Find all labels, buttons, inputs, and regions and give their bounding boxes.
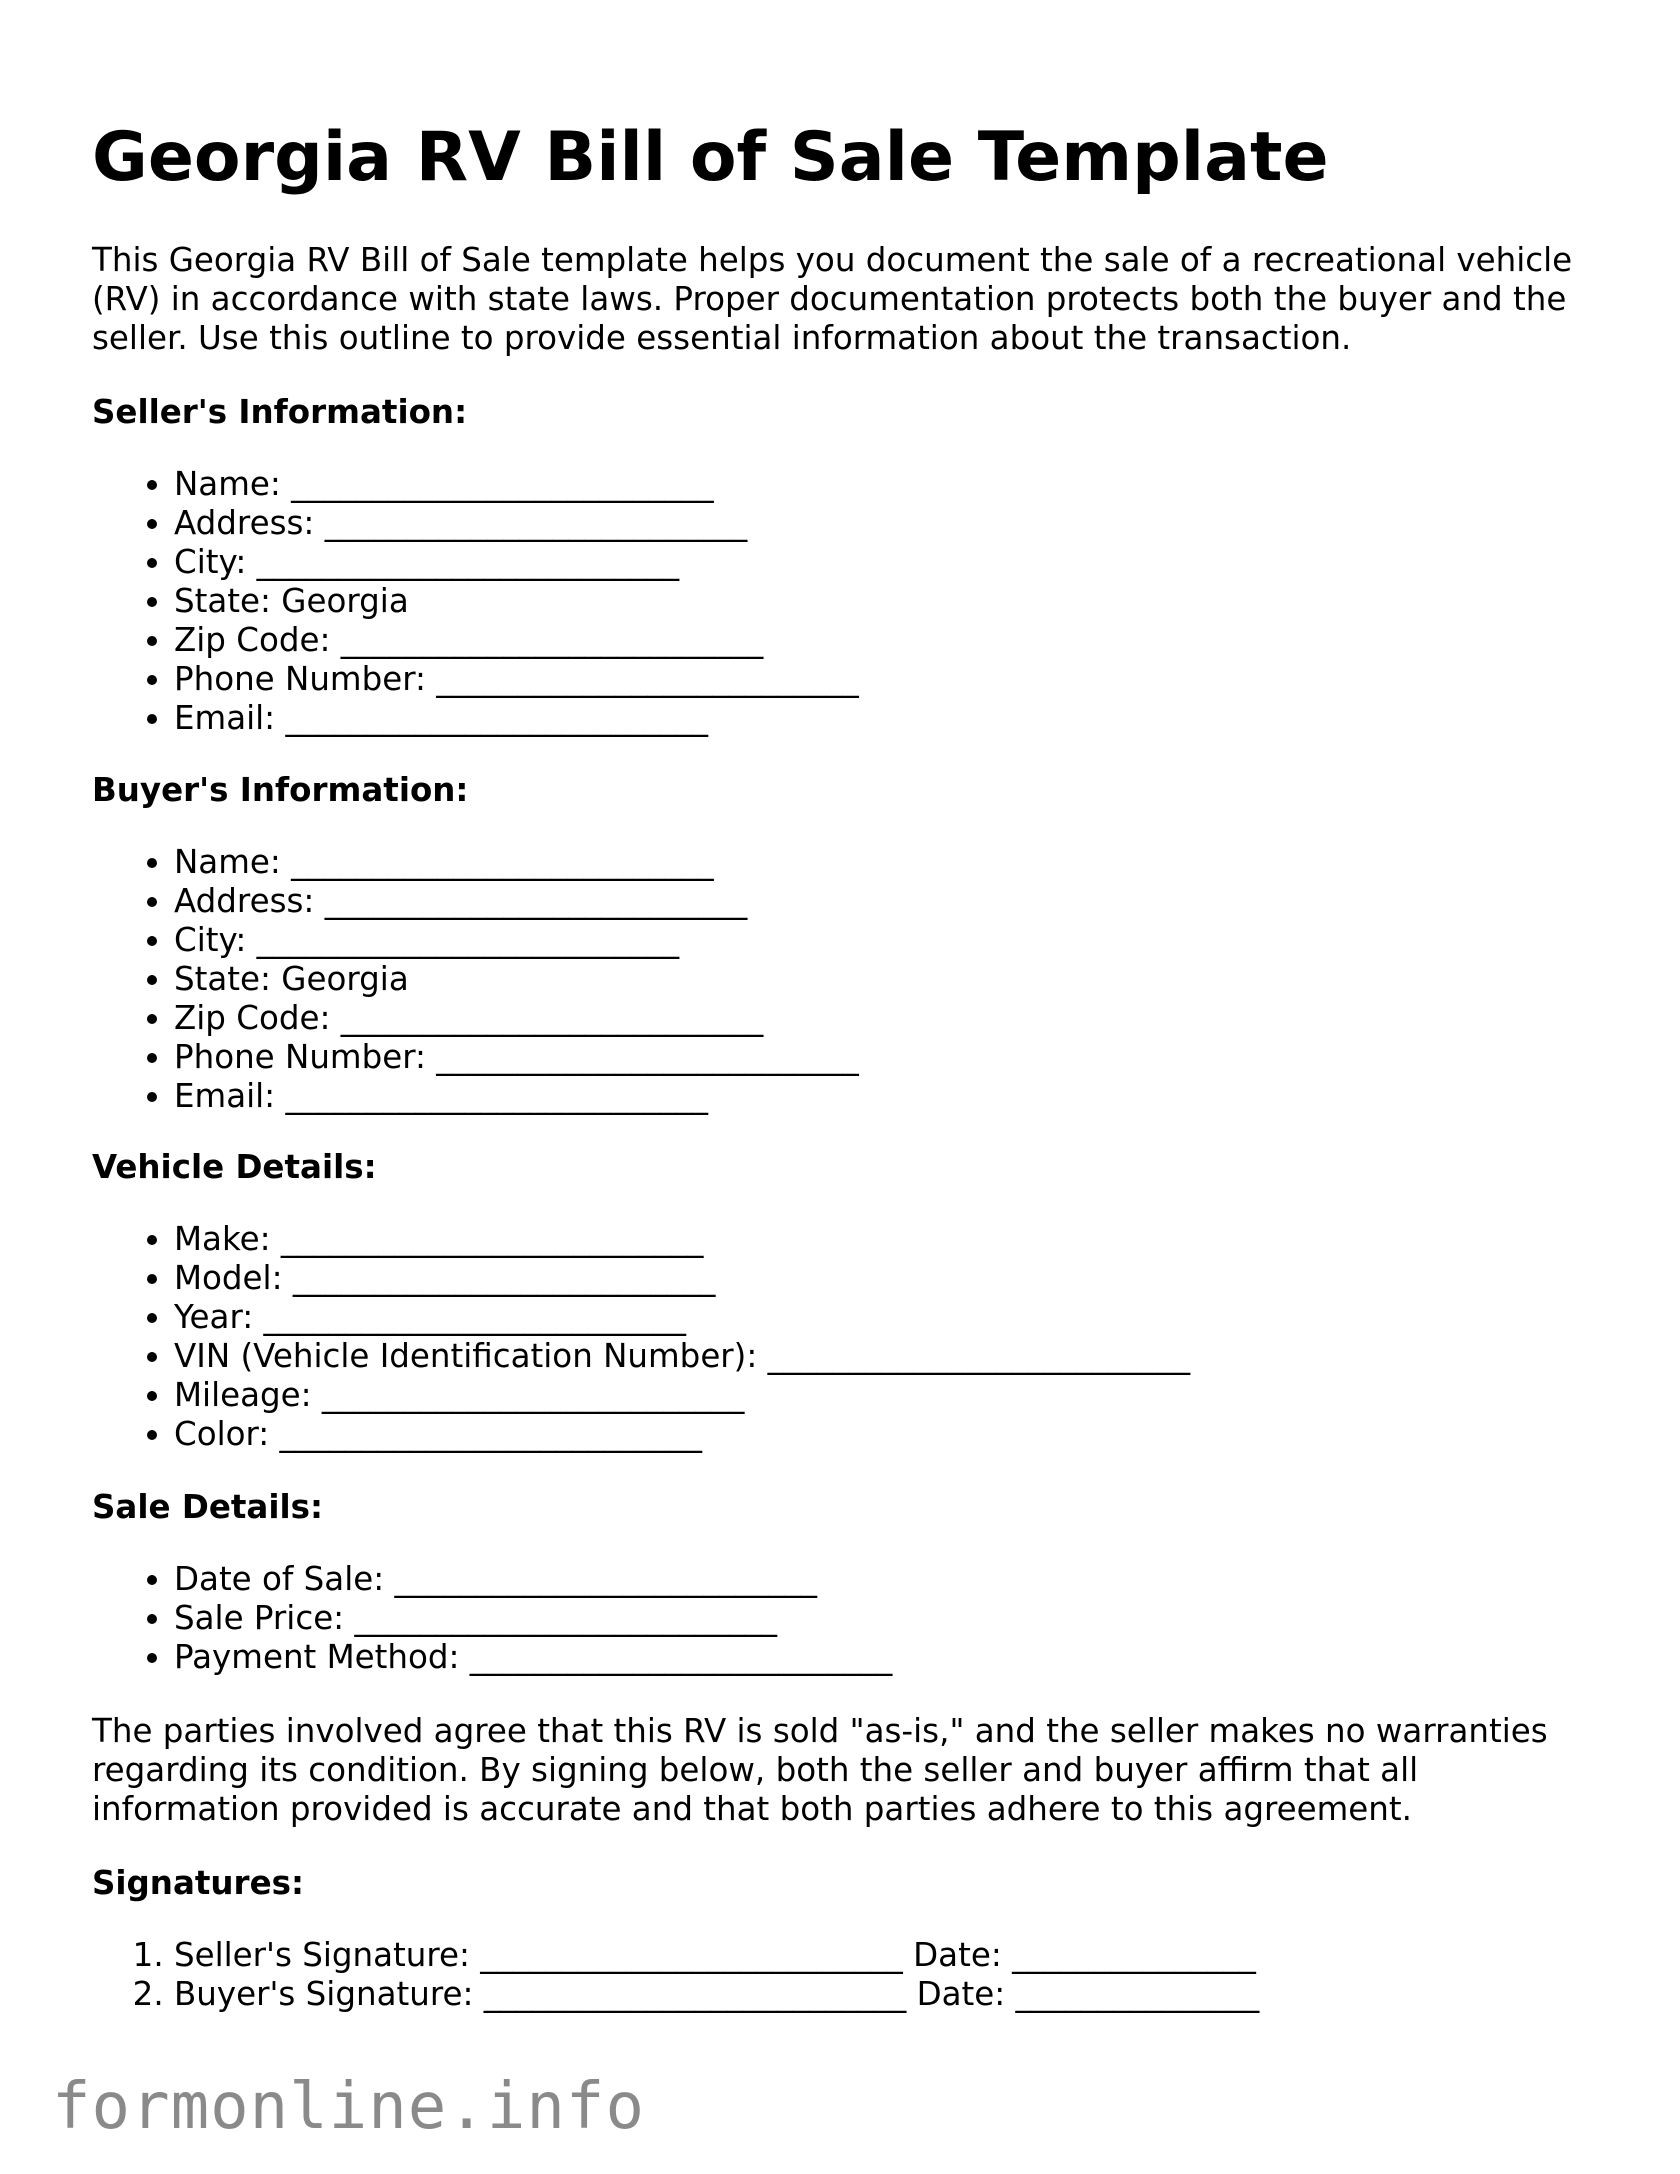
list-item: • Model: __________________________: [174, 1259, 1190, 1298]
list-item: • State: Georgia: [174, 960, 859, 999]
list-item: • City: __________________________: [174, 543, 859, 582]
agreement-line: information provided is accurate and that both parties adhere to this agreement.: [92, 1790, 1412, 1828]
list-item: • Zip Code: __________________________: [174, 999, 859, 1038]
list-item: • Year: __________________________: [174, 1298, 1190, 1337]
list-item: • Email: __________________________: [174, 1077, 859, 1116]
list-item: • Payment Method: __________________________: [174, 1638, 892, 1677]
list-item: • Address: __________________________: [174, 882, 859, 921]
sale-list: [92, 1560, 892, 1677]
intro-paragraph: [92, 241, 1612, 358]
list-item: • Name: __________________________: [174, 465, 859, 504]
list-item: • Color: __________________________: [174, 1415, 1190, 1454]
list-item: • Email: __________________________: [174, 699, 859, 738]
agreement-line: regarding its condition. By signing below, both the seller and buyer affirm that all: [92, 1751, 1419, 1789]
seller-heading: Seller's Information:: [92, 393, 468, 431]
list-item: 2. Buyer's Signature: __________________________ Date: _______________: [174, 1975, 1259, 2014]
list-item: • Zip Code: __________________________: [174, 621, 859, 660]
buyer-heading: Buyer's Information:: [92, 771, 469, 809]
sale-heading: Sale Details:: [92, 1488, 323, 1526]
list-item: • Mileage: __________________________: [174, 1376, 1190, 1415]
list-item: • Address: __________________________: [174, 504, 859, 543]
list-item: • Phone Number: __________________________: [174, 1038, 859, 1077]
list-item: • Date of Sale: __________________________: [174, 1560, 892, 1599]
agreement-line: The parties involved agree that this RV is sold "as-is," and the seller makes no warranties: [92, 1712, 1548, 1750]
page-title: Georgia RV Bill of Sale Template: [92, 118, 1329, 197]
agreement-paragraph: [92, 1712, 1612, 1829]
list-item: • Make: __________________________: [174, 1220, 1190, 1259]
vehicle-list: [92, 1220, 1190, 1454]
seller-list: [92, 465, 859, 738]
list-item: • City: __________________________: [174, 921, 859, 960]
vehicle-heading: Vehicle Details:: [92, 1148, 377, 1186]
intro-line: This Georgia RV Bill of Sale template helps you document the sale of a recreational vehicle: [92, 241, 1573, 279]
list-item: • Name: __________________________: [174, 843, 859, 882]
list-item: • Sale Price: __________________________: [174, 1599, 892, 1638]
list-item: • State: Georgia: [174, 582, 859, 621]
intro-line: seller. Use this outline to provide essential information about the transaction.: [92, 319, 1352, 357]
list-item: • Phone Number: __________________________: [174, 660, 859, 699]
signatures-list: [92, 1936, 1259, 2014]
signatures-heading: Signatures:: [92, 1864, 304, 1902]
list-item: 1. Seller's Signature: __________________________ Date: _______________: [174, 1936, 1259, 1975]
watermark: formonline.info: [52, 2070, 645, 2144]
buyer-list: [92, 843, 859, 1116]
list-item: • VIN (Vehicle Identification Number): __________________________: [174, 1337, 1190, 1376]
intro-line: (RV) in accordance with state laws. Proper documentation protects both the buyer and the: [92, 280, 1567, 318]
